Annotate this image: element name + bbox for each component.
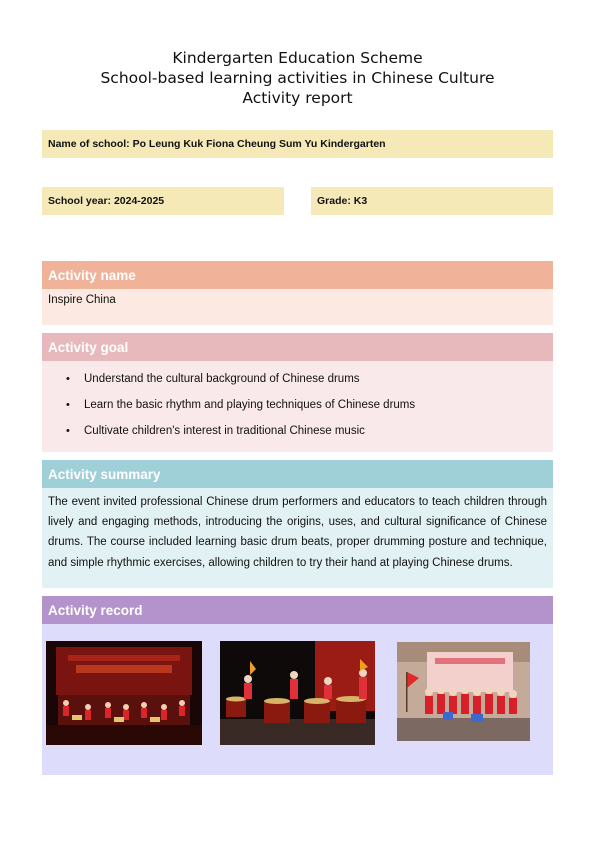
scheme-title: Kindergarten Education Scheme (172, 49, 423, 67)
school-year-text: School year: 2024-2025 (48, 195, 165, 207)
activity-name-text: Inspire China (48, 294, 116, 306)
group-photo (397, 642, 530, 741)
activity-goal-heading-text: Activity goal (48, 339, 129, 355)
school-name-box (42, 130, 553, 158)
report-header (0, 48, 595, 108)
activity-summary-heading-text: Activity summary (48, 466, 161, 482)
activity-record-body (42, 624, 553, 775)
activity-summary-body (42, 488, 553, 588)
activity-name-heading-text: Activity name (48, 267, 136, 283)
grade-text: Grade: K3 (317, 195, 368, 207)
school-year-box (42, 187, 284, 215)
activity-name-body (42, 289, 553, 325)
goal-item: • Learn the basic rhythm and playing techniques of Chinese drums (42, 397, 553, 423)
stage-performance-photo (46, 641, 202, 745)
drum-performers-photo (220, 641, 375, 745)
grade-box (311, 187, 553, 215)
report-title: Activity report (242, 89, 353, 107)
activity-record-heading-text: Activity record (48, 602, 143, 618)
activity-goal-heading (42, 333, 553, 361)
goal-list (42, 371, 553, 449)
activity-summary-text: The event invited professional Chinese drum performers and educators to teach children through lively and engaging methods, introducing the origins, uses, and cultural significance of Chinese drums. The course included learning basic drum beats, proper drumming posture and technique, and simple rhythmic exercises, allowing children to try their hand at playing Chinese drums. (48, 496, 547, 569)
school-name-text: Name of school: Po Leung Kuk Fiona Cheung Sum Yu Kindergarten (48, 138, 386, 150)
subtitle: School-based learning activities in Chinese Culture (100, 69, 495, 87)
activity-record-heading (42, 596, 553, 624)
goal-item: • Cultivate children's interest in traditional Chinese music (42, 423, 553, 449)
activity-goal-body (42, 361, 553, 452)
goal-item: • Understand the cultural background of Chinese drums (42, 371, 553, 397)
activity-summary-heading (42, 460, 553, 488)
activity-name-heading (42, 261, 553, 289)
